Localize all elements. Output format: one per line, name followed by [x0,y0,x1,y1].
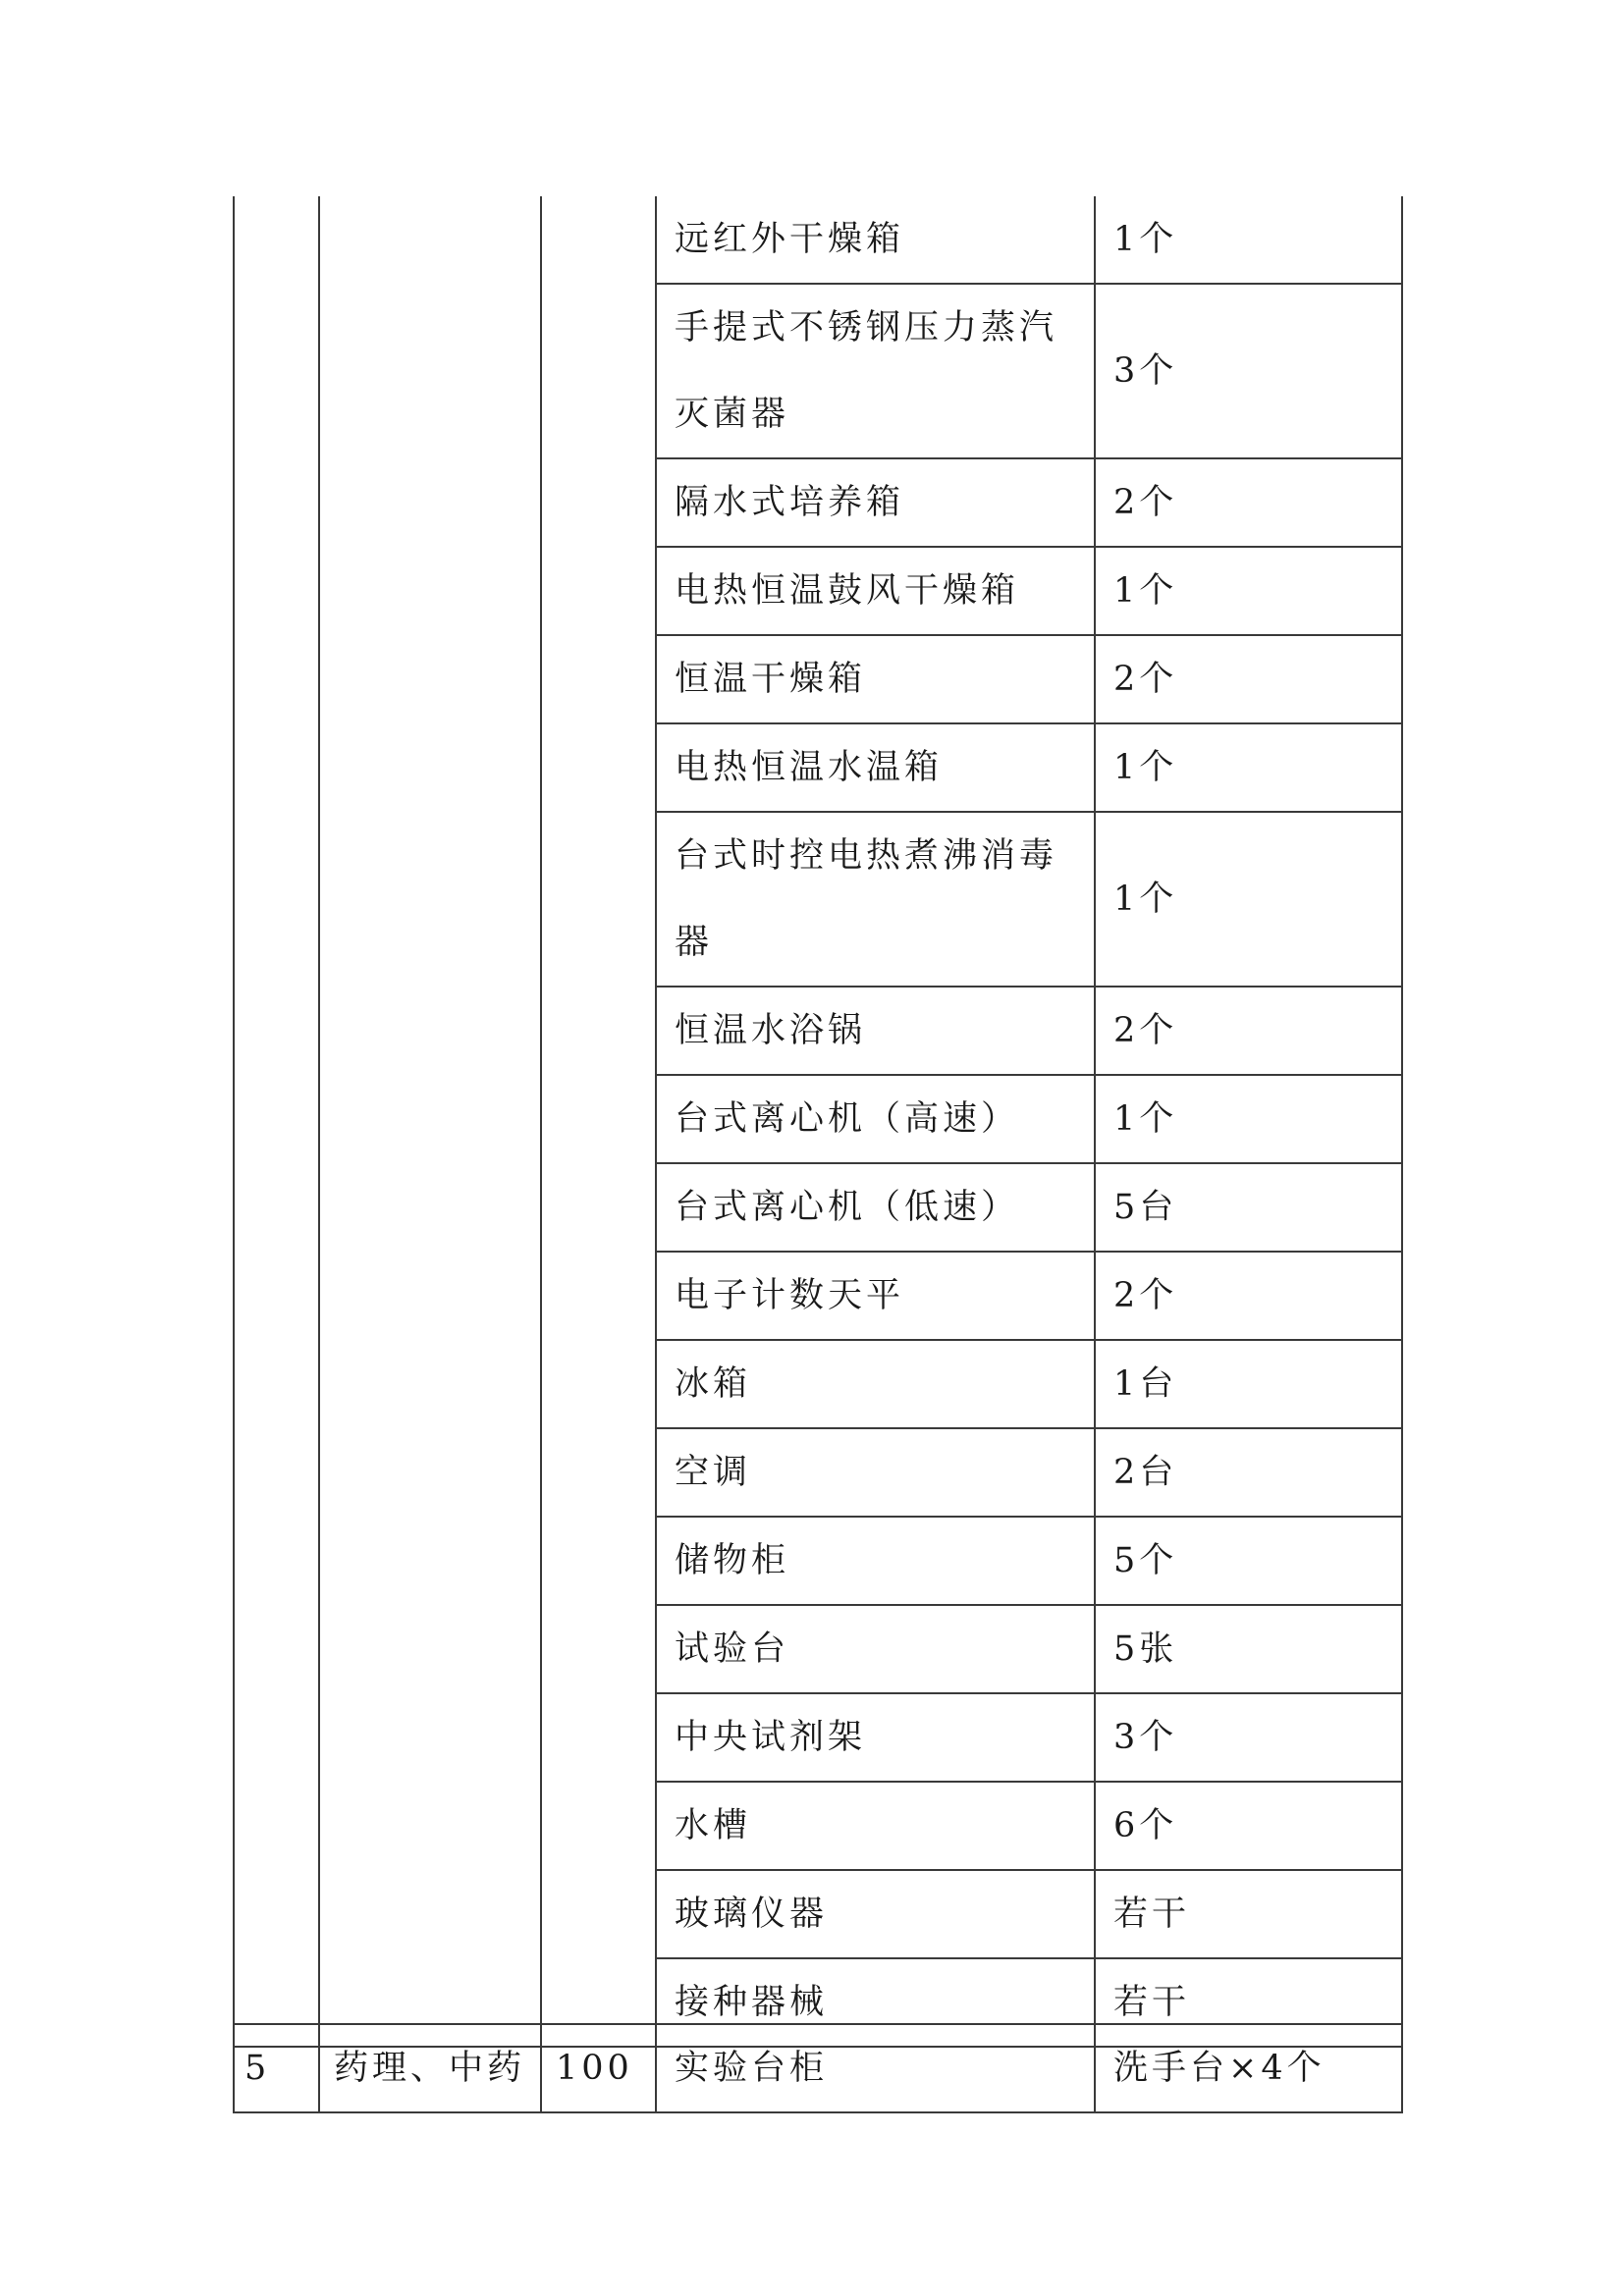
quantity-cell: 1个 [1095,547,1402,635]
quantity-cell: 5台 [1095,1163,1402,1252]
serial-number-cell: 5 [234,2024,319,2112]
equipment-name-cell: 水槽 [656,1782,1095,1870]
equipment-table-last-row [233,2023,1403,2113]
equipment-name-cell: 台式时控电热煮沸消毒器 [656,812,1095,987]
serial-number-cell [234,196,319,2047]
equipment-name-cell: 台式离心机（低速） [656,1163,1095,1252]
equipment-name-cell: 冰箱 [656,1340,1095,1428]
equipment-name-cell: 电子计数天平 [656,1252,1095,1340]
lab-name-cell [319,196,541,2047]
equipment-name-cell: 玻璃仪器 [656,1870,1095,1958]
equipment-name-cell: 台式离心机（高速） [656,1075,1095,1163]
equipment-name-cell: 空调 [656,1428,1095,1517]
quantity-cell: 1个 [1095,723,1402,812]
quantity-cell: 2台 [1095,1428,1402,1517]
equipment-name-cell: 试验台 [656,1605,1095,1693]
equipment-name-cell: 恒温水浴锅 [656,987,1095,1075]
area-cell: 100 [541,2024,656,2112]
quantity-cell: 5张 [1095,1605,1402,1693]
equipment-name-cell: 隔水式培养箱 [656,458,1095,547]
quantity-cell: 1个 [1095,1075,1402,1163]
quantity-cell: 2个 [1095,987,1402,1075]
equipment-name-cell: 储物柜 [656,1517,1095,1605]
equipment-name-cell: 手提式不锈钢压力蒸汽灭菌器 [656,284,1095,458]
quantity-cell: 2个 [1095,458,1402,547]
quantity-cell: 5个 [1095,1517,1402,1605]
equipment-table-body [234,196,1402,2047]
quantity-cell: 6个 [1095,1782,1402,1870]
equipment-name-cell: 实验台柜 [656,2024,1095,2112]
quantity-cell: 若干 [1095,1870,1402,1958]
equipment-name-cell: 电热恒温鼓风干燥箱 [656,547,1095,635]
equipment-name-cell: 中央试剂架 [656,1693,1095,1782]
equipment-name-cell: 接种器械 [656,1958,1095,2047]
equipment-table [233,196,1403,2048]
area-cell [541,196,656,2047]
quantity-cell: 1个 [1095,196,1402,284]
equipment-name-cell: 恒温干燥箱 [656,635,1095,723]
quantity-cell: 1个 [1095,812,1402,987]
lab-name-cell: 药理、中药 [319,2024,541,2112]
table-row [234,196,1402,284]
quantity-cell: 洗手台×4个 [1095,2024,1402,2112]
quantity-cell: 2个 [1095,635,1402,723]
quantity-cell: 3个 [1095,284,1402,458]
equipment-name-cell: 电热恒温水温箱 [656,723,1095,812]
quantity-cell: 3个 [1095,1693,1402,1782]
table-row [234,2024,1402,2112]
quantity-cell: 若干 [1095,1958,1402,2047]
quantity-cell: 2个 [1095,1252,1402,1340]
quantity-cell: 1台 [1095,1340,1402,1428]
equipment-name-cell: 远红外干燥箱 [656,196,1095,284]
